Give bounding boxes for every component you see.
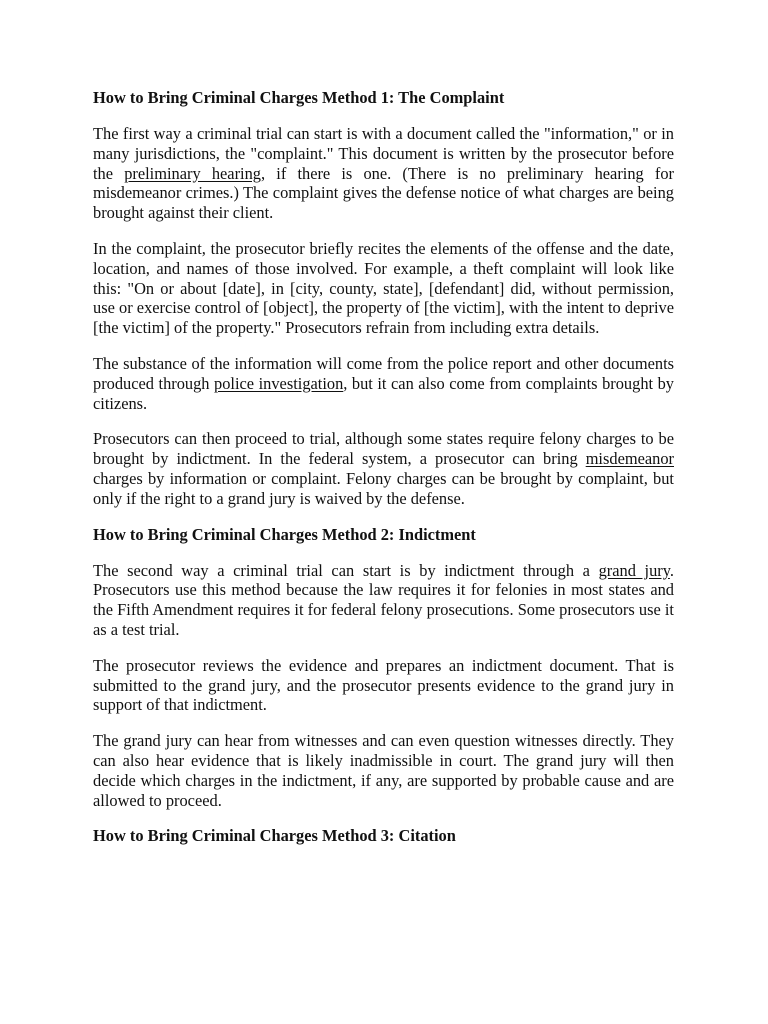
paragraph: The grand jury can hear from witnesses and can even question witnesses directly. They can also hear evidence that is likely inadmissible in court. The grand jury will then decide which charges in the indictment, if any, are supported by probable cause and are allowed to proceed. <box>93 731 674 810</box>
misdemeanor-link[interactable]: misdemeanor <box>585 449 674 469</box>
paragraph: The prosecutor reviews the evidence and prepares an indictment document. That is submitted to the grand jury, and the prosecutor presents evidence to the grand jury in support of that indictment. <box>93 655 674 715</box>
paragraph-text: The second way a criminal trial can start is by indictment through a <box>93 560 599 580</box>
grand-jury-link[interactable]: grand jury <box>598 560 670 580</box>
paragraph <box>93 124 674 223</box>
paragraph-text: , but it can also come from complaints brought by citizens. <box>93 373 674 413</box>
paragraph <box>93 561 674 640</box>
paragraph-text: The substance of the information will come from the police report and other documents produced through <box>93 353 674 393</box>
paragraph <box>93 354 674 413</box>
paragraph-text: Prosecutors can then proceed to trial, although some states require felony charges to be brought by indictment. In the federal system, a prosecutor can bring <box>93 429 674 469</box>
paragraph-text: . Prosecutors use this method because the law requires it for felonies in most states and the Fifth Amendment requires it for federal felony prosecutions. Some prosecutors use it as a test trial. <box>93 560 674 639</box>
section-heading-indictment: How to Bring Criminal Charges Method 2: Indictment <box>93 524 476 544</box>
document-page <box>93 88 674 862</box>
police-investigation-link[interactable]: police investigation <box>214 373 344 393</box>
paragraph <box>93 429 674 508</box>
paragraph-text: , if there is one. (There is no preliminary hearing for misdemeanor crimes.) The complaint gives the defense notice of what charges are being brought against their client. <box>93 163 675 223</box>
paragraph-text: The first way a criminal trial can start is with a document called the "information," or in many jurisdictions, the "complaint." This document is written by the prosecutor before the <box>93 124 674 183</box>
section-heading-citation: How to Bring Criminal Charges Method 3: Citation <box>93 826 456 846</box>
preliminary-hearing-link[interactable]: preliminary hearing <box>124 163 261 183</box>
paragraph: In the complaint, the prosecutor briefly recites the elements of the offense and the date, location, and names of those involved. For example, a theft complaint will look like this: "On or about [date], in [city, county, state], [defendant] did, without permission, use or exercise control of [object], the property of [the victim], with the intent to deprive [the victim] of the property." Prosecutors refrain from including extra details. <box>93 238 674 338</box>
section-heading-complaint: How to Bring Criminal Charges Method 1: The Complaint <box>93 88 505 107</box>
paragraph-text: charges by information or complaint. Felony charges can be brought by complaint, but only if the right to a grand jury is waived by the defense. <box>93 468 674 508</box>
